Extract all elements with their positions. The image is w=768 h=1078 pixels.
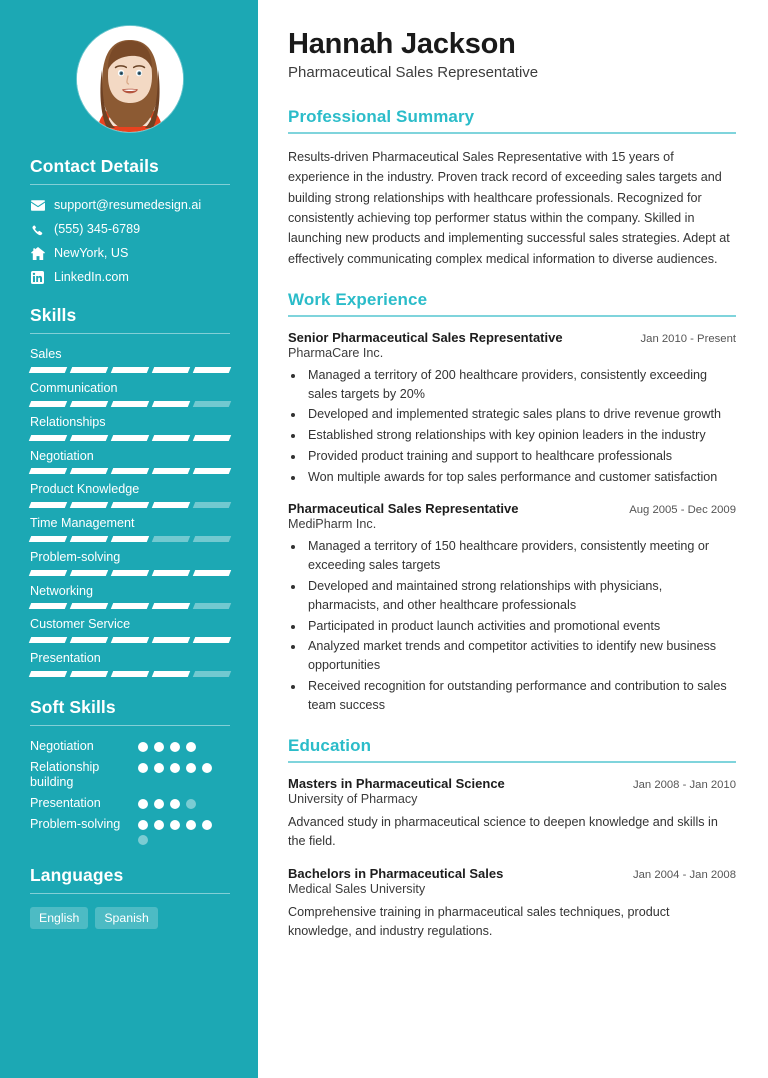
work-entry-org: PharmaCare Inc.: [288, 345, 384, 360]
phone-icon: [30, 223, 45, 236]
soft-skill-label: Relationship building: [30, 759, 100, 790]
work-bullet: • Managed a territory of 150 healthcare providers, consistently meeting or exceeding sales targets: [305, 537, 736, 575]
skill-segment: [70, 502, 108, 508]
skill-segment: [29, 671, 67, 677]
skill-segment: [29, 570, 67, 576]
skill-level-bar: [30, 468, 230, 474]
soft-skill-rating: [138, 760, 220, 773]
skill-item: [30, 347, 230, 373]
skill-segment: [111, 671, 149, 677]
skill-segment: [111, 401, 149, 407]
skill-segment: [152, 603, 190, 609]
soft-skills-list: [30, 739, 230, 845]
soft-skill-item: [30, 760, 230, 791]
education-entry-title: Bachelors in Pharmaceutical Sales: [288, 865, 504, 881]
contact-divider: [30, 184, 230, 185]
skills-divider: [30, 333, 230, 334]
main-content: [258, 0, 768, 1078]
work-bullet: • Participated in product launch activities and promotional events: [305, 617, 736, 636]
work-bullet: • Won multiple awards for top sales performance and customer satisfaction: [305, 468, 736, 487]
soft-skill-rating: [138, 817, 220, 845]
professional-summary-section: [288, 107, 736, 269]
soft-skills-heading: Soft Skills: [30, 696, 116, 717]
education-entry-header: [288, 866, 736, 881]
soft-skill-dot: [186, 763, 196, 773]
education-divider: [288, 761, 736, 763]
contact-item-email[interactable]: [30, 198, 230, 213]
education-heading: Education: [288, 736, 372, 756]
professional-summary-heading: Professional Summary: [288, 107, 475, 127]
skill-label: Negotiation: [30, 448, 94, 463]
work-bullet-list: [305, 537, 736, 715]
work-experience-list: [288, 330, 736, 715]
skill-label: Networking: [30, 583, 93, 598]
language-chip[interactable]: English: [30, 907, 88, 929]
work-entry-date: Jan 2010 - Present: [640, 332, 736, 345]
work-bullet: • Received recognition for outstanding performance and contribution to sales team success: [305, 677, 736, 715]
contact-item-linkedin[interactable]: [30, 270, 230, 285]
skill-segment: [152, 536, 190, 542]
education-entry: [288, 866, 736, 942]
work-bullet: • Managed a territory of 200 healthcare providers, consistently exceeding sales targets by 20%: [305, 366, 736, 404]
skill-segment: [29, 468, 67, 474]
skill-segment: [111, 502, 149, 508]
skill-segment: [193, 536, 231, 542]
soft-skill-dot: [170, 763, 180, 773]
soft-skills-divider: [30, 725, 230, 726]
skill-segment: [29, 435, 67, 441]
work-bullet: • Developed and implemented strategic sales plans to drive revenue growth: [305, 405, 736, 424]
skill-segment: [193, 502, 231, 508]
contact-location-text: NewYork, US: [54, 246, 129, 261]
work-entry-title: Pharmaceutical Sales Representative: [288, 501, 519, 517]
soft-skill-label: Problem-solving: [30, 816, 121, 831]
skill-label: Presentation: [30, 651, 101, 666]
skill-segment: [70, 367, 108, 373]
skill-level-bar: [30, 435, 230, 441]
work-entry-header: [288, 330, 736, 345]
skills-section: [30, 305, 230, 676]
soft-skill-dot: [138, 835, 148, 845]
work-experience-section: [288, 290, 736, 715]
soft-skill-dot: [170, 799, 180, 809]
skill-label: Relationships: [30, 414, 106, 429]
work-bullet: • Analyzed market trends and competitor activities to identify new business opportunities: [305, 637, 736, 675]
skill-segment: [70, 468, 108, 474]
page-title: Hannah Jackson: [288, 28, 516, 60]
skill-segment: [29, 367, 67, 373]
skill-segment: [193, 401, 231, 407]
soft-skill-dot: [154, 820, 164, 830]
work-entry-date: Aug 2005 - Dec 2009: [629, 504, 736, 517]
skill-level-bar: [30, 502, 230, 508]
sidebar: [0, 0, 258, 1078]
professional-summary-text: Results-driven Pharmaceutical Sales Representative with 15 years of experience in the industry. Proven track record of exceeding sales targets and building strong relationships with healthcare professionals. Recognized for consistently achieving top performer status within the company. Skilled in launching new products and implementing successful sales strategies. Adept at effectively communicating complex medical information to diverse audiences.: [288, 149, 730, 266]
skill-level-bar: [30, 536, 230, 542]
contact-linkedin-text: LinkedIn.com: [54, 270, 129, 285]
skill-segment: [152, 570, 190, 576]
skill-segment: [29, 637, 67, 643]
soft-skill-item: [30, 796, 230, 812]
work-experience-divider: [288, 315, 736, 317]
soft-skill-item: [30, 817, 230, 845]
soft-skill-dot: [138, 763, 148, 773]
education-entry-date: Jan 2004 - Jan 2008: [632, 868, 736, 881]
skill-segment: [29, 603, 67, 609]
education-entry-org: University of Pharmacy: [288, 791, 418, 806]
soft-skill-dot: [138, 799, 148, 809]
skill-segment: [70, 536, 108, 542]
skill-segment: [70, 435, 108, 441]
soft-skill-dot: [138, 820, 148, 830]
contact-item-location[interactable]: [30, 246, 230, 261]
contact-item-phone[interactable]: [30, 222, 230, 237]
education-entry-header: [288, 776, 736, 791]
skill-item: [30, 516, 230, 542]
skill-segment: [193, 435, 231, 441]
skill-segment: [111, 367, 149, 373]
skill-segment: [70, 570, 108, 576]
skills-list: [30, 347, 230, 676]
contact-section: [30, 156, 230, 285]
contact-phone-text: (555) 345-6789: [54, 222, 141, 237]
skill-segment: [152, 502, 190, 508]
education-entry: [288, 776, 736, 852]
skill-segment: [193, 637, 231, 643]
education-entry-title: Masters in Pharmaceutical Science: [288, 775, 505, 791]
skill-level-bar: [30, 671, 230, 677]
soft-skills-section: [30, 697, 230, 845]
soft-skill-dot: [186, 820, 196, 830]
avatar: [77, 26, 183, 132]
soft-skill-dot: [154, 763, 164, 773]
soft-skill-dot: [202, 763, 212, 773]
skill-segment: [193, 367, 231, 373]
work-bullet: • Established strong relationships with key opinion leaders in the industry: [305, 426, 736, 445]
skill-label: Problem-solving: [30, 549, 121, 564]
envelope-icon: [30, 200, 45, 211]
languages-divider: [30, 893, 230, 894]
skill-item: [30, 584, 230, 610]
soft-skill-dot: [186, 799, 196, 809]
contact-email-text: support@resumedesign.ai: [54, 198, 202, 212]
work-entry-title: Senior Pharmaceutical Sales Representative: [288, 329, 563, 345]
skill-segment: [111, 603, 149, 609]
contact-heading: Contact Details: [30, 156, 159, 176]
skill-segment: [193, 603, 231, 609]
work-bullet: • Provided product training and support to healthcare professionals: [305, 447, 736, 466]
skill-segment: [111, 468, 149, 474]
skill-label: Communication: [30, 381, 118, 396]
soft-skill-dot: [138, 742, 148, 752]
skill-segment: [152, 401, 190, 407]
education-section: [288, 736, 736, 942]
languages-heading: Languages: [30, 864, 124, 885]
skill-item: [30, 550, 230, 576]
education-entry-description: Comprehensive training in pharmaceutical sales techniques, product knowledge, and industry regulations.: [288, 904, 670, 939]
education-entry-description: Advanced study in pharmaceutical science to deepen knowledge and skills in the field.: [288, 814, 718, 849]
soft-skill-dot: [170, 820, 180, 830]
skill-segment: [70, 671, 108, 677]
skill-segment: [152, 435, 190, 441]
skill-label: Time Management: [30, 516, 135, 531]
work-entry-org: MediPharm Inc.: [288, 517, 377, 532]
soft-skill-label: Negotiation: [30, 738, 94, 753]
home-icon: [30, 247, 45, 260]
skill-label: Product Knowledge: [30, 482, 140, 497]
skill-level-bar: [30, 401, 230, 407]
skill-level-bar: [30, 637, 230, 643]
skill-label: Sales: [30, 347, 62, 362]
education-list: [288, 776, 736, 942]
skill-segment: [152, 671, 190, 677]
skill-item: [30, 482, 230, 508]
work-experience-heading: Work Experience: [288, 290, 428, 310]
skill-level-bar: [30, 603, 230, 609]
soft-skill-rating: [138, 796, 220, 809]
soft-skill-item: [30, 739, 230, 755]
languages-list: [30, 907, 230, 929]
education-entry-date: Jan 2008 - Jan 2010: [632, 778, 736, 791]
skill-item: [30, 415, 230, 441]
professional-summary-divider: [288, 132, 736, 134]
skill-segment: [111, 435, 149, 441]
skill-segment: [193, 570, 231, 576]
skill-segment: [29, 502, 67, 508]
skill-label: Customer Service: [30, 617, 131, 632]
skill-segment: [111, 536, 149, 542]
avatar-container: [30, 26, 230, 132]
skill-segment: [152, 637, 190, 643]
skill-segment: [111, 637, 149, 643]
skill-segment: [70, 637, 108, 643]
soft-skill-dot: [202, 820, 212, 830]
soft-skill-label: Presentation: [30, 795, 101, 810]
skill-segment: [193, 468, 231, 474]
work-bullet-list: [305, 366, 736, 487]
profile-photo-icon: [77, 26, 183, 132]
skill-segment: [152, 468, 190, 474]
work-entry-header: [288, 501, 736, 516]
skills-heading: Skills: [30, 305, 77, 326]
soft-skill-dot: [170, 742, 180, 752]
skill-segment: [29, 401, 67, 407]
work-entry: [288, 501, 736, 715]
skill-item: [30, 651, 230, 677]
skill-item: [30, 381, 230, 407]
skill-item: [30, 449, 230, 475]
skill-level-bar: [30, 570, 230, 576]
skill-item: [30, 617, 230, 643]
job-title: Pharmaceutical Sales Representative: [288, 64, 539, 82]
work-bullet: • Developed and maintained strong relationships with physicians, pharmacists, and other healthcare professionals: [305, 577, 736, 615]
skill-segment: [70, 401, 108, 407]
linkedin-icon: [30, 271, 45, 284]
soft-skill-rating: [138, 739, 220, 752]
languages-section: [30, 865, 230, 929]
soft-skill-dot: [154, 799, 164, 809]
skill-segment: [193, 671, 231, 677]
education-entry-org: Medical Sales University: [288, 881, 426, 896]
language-chip[interactable]: Spanish: [95, 907, 157, 929]
skill-segment: [70, 603, 108, 609]
skill-level-bar: [30, 367, 230, 373]
skill-segment: [29, 536, 67, 542]
work-entry: [288, 330, 736, 487]
skill-segment: [152, 367, 190, 373]
skill-segment: [111, 570, 149, 576]
soft-skill-dot: [186, 742, 196, 752]
soft-skill-dot: [154, 742, 164, 752]
